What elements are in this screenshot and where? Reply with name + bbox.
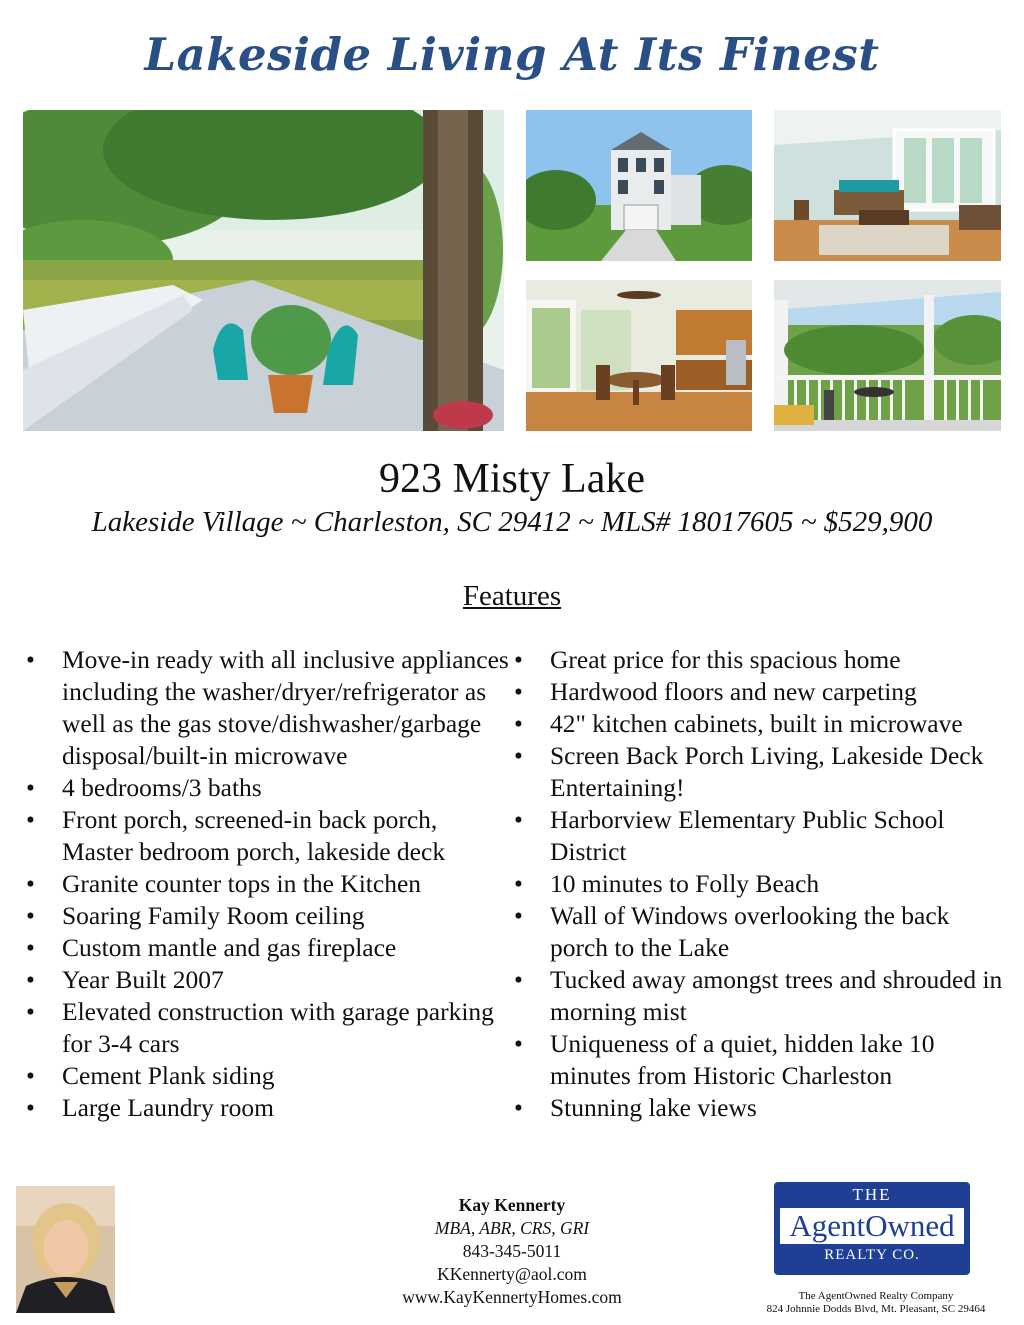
- feature-item: • Screen Back Porch Living, Lakeside Deck Entertaining!: [512, 740, 1007, 804]
- company-info: [740, 1290, 1012, 1316]
- feature-item: • Hardwood floors and new carpeting: [512, 676, 1007, 708]
- company-logo: [774, 1182, 970, 1275]
- feature-item: • Year Built 2007: [24, 964, 514, 996]
- feature-item: • 42" kitchen cabinets, built in microwave: [512, 708, 1007, 740]
- feature-item: • Large Laundry room: [24, 1092, 514, 1124]
- agent-name: Kay Kennerty: [458, 1195, 566, 1215]
- logo-line-1: THE: [852, 1185, 892, 1204]
- feature-item: • Front porch, screened-in back porch, Master bedroom porch, lakeside deck: [24, 804, 514, 868]
- agent-headshot-photo: [16, 1186, 115, 1313]
- feature-item: • Soaring Family Room ceiling: [24, 900, 514, 932]
- features-left-list: [24, 644, 514, 1124]
- feature-item: • Custom mantle and gas fireplace: [24, 932, 514, 964]
- agent-email[interactable]: KKennerty@aol.com: [437, 1264, 587, 1284]
- screened-porch-photo: [774, 280, 1001, 431]
- lakeside-deck-photo: [23, 110, 504, 431]
- company-name: The AgentOwned Realty Company: [798, 1290, 954, 1302]
- feature-item: • Cement Plank siding: [24, 1060, 514, 1092]
- agent-website[interactable]: www.KayKennertyHomes.com: [402, 1287, 622, 1307]
- features-heading: Features: [462, 580, 562, 612]
- house-exterior-photo: [526, 110, 752, 261]
- feature-item: • Harborview Elementary Public School District: [512, 804, 1007, 868]
- kitchen-dining-photo: [526, 280, 752, 431]
- feature-item: • Uniqueness of a quiet, hidden lake 10 minutes from Historic Charleston: [512, 1028, 1007, 1092]
- logo-line-2: AgentOwned: [780, 1208, 964, 1244]
- feature-item: • Great price for this spacious home: [512, 644, 1007, 676]
- feature-item: • 4 bedrooms/3 baths: [24, 772, 514, 804]
- features-right-list: [512, 644, 1007, 1124]
- agent-contact-block: [362, 1194, 662, 1309]
- company-address: 824 Johnnie Dodds Blvd, Mt. Pleasant, SC 29464: [766, 1303, 986, 1315]
- agent-credentials: MBA, ABR, CRS, GRI: [434, 1218, 590, 1238]
- property-address: 923 Misty Lake: [379, 456, 645, 502]
- feature-item: • 10 minutes to Folly Beach: [512, 868, 1007, 900]
- logo-line-3: REALTY CO.: [824, 1247, 920, 1263]
- living-room-photo: [774, 110, 1001, 261]
- feature-item: • Wall of Windows overlooking the back porch to the Lake: [512, 900, 1007, 964]
- feature-item: • Granite counter tops in the Kitchen: [24, 868, 514, 900]
- listing-subline: Lakeside Village ~ Charleston, SC 29412 ~ MLS# 18017605 ~ $529,900: [91, 506, 933, 538]
- feature-item: • Tucked away amongst trees and shrouded in morning mist: [512, 964, 1007, 1028]
- feature-item: • Elevated construction with garage parking for 3-4 cars: [24, 996, 514, 1060]
- flyer-title: Lakeside Living At Its Finest: [144, 28, 880, 81]
- feature-item: • Move-in ready with all inclusive appliances including the washer/dryer/refrigerator as well as the gas stove/dishwasher/garbage disposal/built-in microwave: [24, 644, 514, 772]
- agent-phone[interactable]: 843-345-5011: [462, 1241, 562, 1261]
- feature-item: • Stunning lake views: [512, 1092, 1007, 1124]
